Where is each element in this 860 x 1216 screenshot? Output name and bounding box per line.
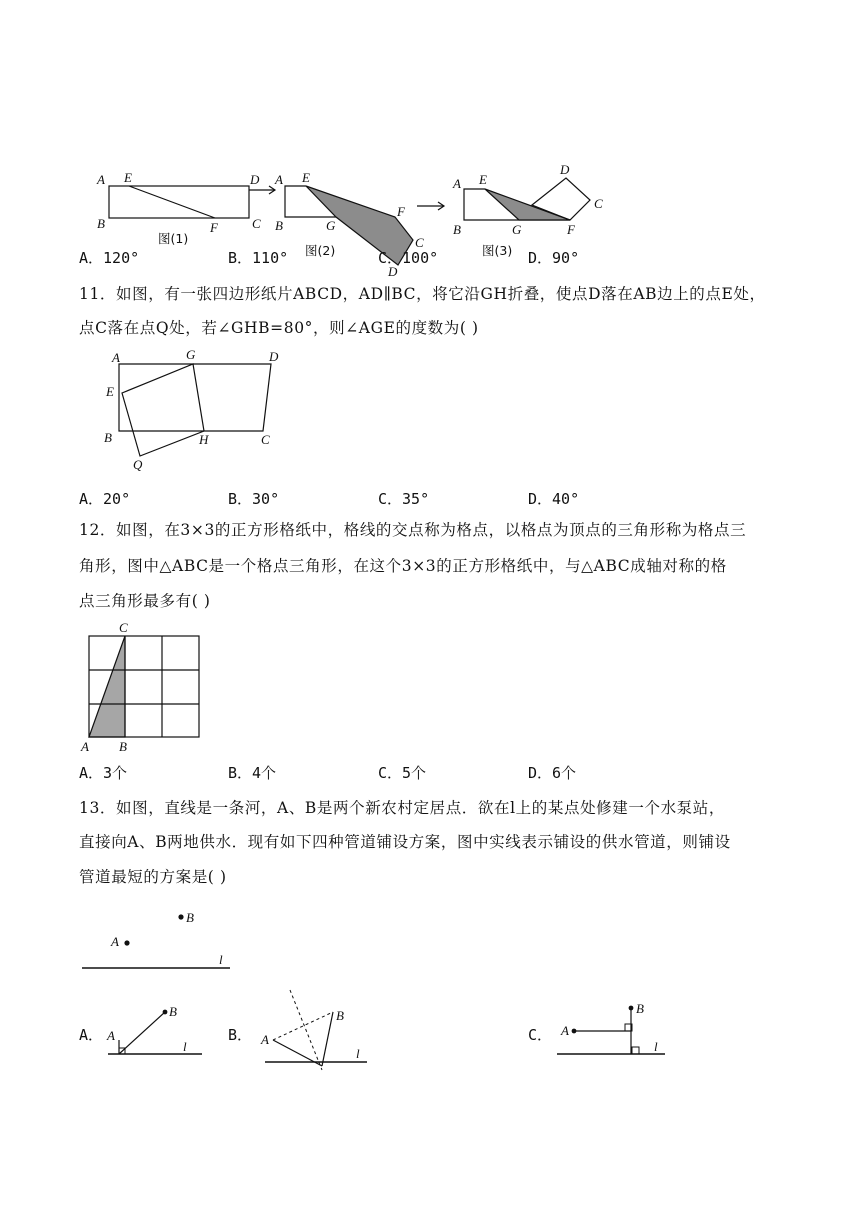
- q12-text-line2: 角形，图中△ABC是一个格点三角形，在这个3×3的正方形格纸中，与△ABC成轴对称的格: [79, 557, 727, 575]
- label-C: C: [415, 235, 424, 250]
- q10-option-c[interactable]: C．100°: [378, 249, 439, 267]
- label-F: F: [567, 222, 575, 237]
- label-E: E: [479, 172, 487, 187]
- q11-text-line1: 11．如图，有一张四边形纸片ABCD，AD∥BC，将它沿GH折叠，使点D落在AB边上的点E处，: [79, 285, 766, 303]
- q10-fig3: [452, 162, 603, 258]
- label-F: F: [210, 220, 218, 235]
- arrow-icon: [417, 202, 444, 210]
- label-G: G: [186, 347, 196, 362]
- q10-option-d[interactable]: D．90°: [528, 249, 580, 267]
- label-A: A: [261, 1032, 269, 1047]
- label-Q: Q: [133, 457, 143, 472]
- q13-main-figure: [75, 905, 255, 975]
- q11-option-c[interactable]: C．35°: [378, 490, 430, 508]
- q11-option-d[interactable]: D．40°: [528, 490, 580, 508]
- label-C: C: [261, 432, 270, 447]
- label-B: B: [169, 1004, 177, 1019]
- label-E: E: [124, 170, 132, 185]
- q13-text-line2: 直接向A、B两地供水．现有如下四种管道铺设方案，图中实线表示铺设的供水管道，则铺设: [79, 833, 731, 851]
- label-B: B: [275, 218, 283, 233]
- q13-option-c-figure: [550, 1000, 670, 1060]
- label-D: D: [560, 162, 570, 177]
- label-B: B: [97, 216, 105, 231]
- q12-option-a[interactable]: A．3个: [79, 764, 128, 782]
- label-H: H: [199, 432, 209, 447]
- q13-option-b[interactable]: B．: [228, 1026, 253, 1044]
- q11-option-a[interactable]: A．20°: [79, 490, 131, 508]
- arrow-icon: [249, 186, 275, 194]
- label-l: l: [219, 952, 223, 967]
- label-B: B: [119, 739, 127, 754]
- q10-option-b[interactable]: B．110°: [228, 249, 289, 267]
- label-C: C: [252, 216, 261, 231]
- q13-text-line1: 13．如图，直线是一条河，A、B是两个新农村定居点．欲在l上的某点处修建一个水泵站，: [79, 799, 725, 817]
- q12-option-b[interactable]: B．4个: [228, 764, 277, 782]
- q12-text-line1: 12．如图，在3×3的正方形格纸中，格线的交点称为格点，以格点为顶点的三角形称为格点三: [79, 521, 747, 539]
- q11-option-b[interactable]: B．30°: [228, 490, 280, 508]
- q10-figure: [0, 105, 860, 345]
- q12-option-d[interactable]: D．6个: [528, 764, 577, 782]
- q10-fig1: [96, 170, 261, 246]
- fig1-caption: 图(1): [158, 231, 189, 246]
- label-E: E: [302, 170, 310, 185]
- label-l: l: [654, 1039, 658, 1054]
- q13-text-line3: 管道最短的方案是( ): [79, 868, 227, 886]
- fig2-caption: 图(2): [305, 243, 336, 258]
- fig3-caption: 图(3): [482, 243, 513, 258]
- label-E: E: [106, 384, 114, 399]
- label-B: B: [636, 1001, 644, 1016]
- q13-option-a-figure: [100, 1000, 210, 1060]
- label-A: A: [275, 172, 283, 187]
- label-A: A: [112, 350, 120, 365]
- label-G: G: [512, 222, 522, 237]
- q12-grid-figure: [75, 618, 215, 758]
- q12-text-line3: 点三角形最多有( ): [79, 592, 211, 610]
- label-G: G: [326, 218, 336, 233]
- label-B: B: [453, 222, 461, 237]
- label-A: A: [81, 739, 89, 754]
- label-D: D: [250, 172, 260, 187]
- label-l: l: [183, 1039, 187, 1054]
- q11-text-line2: 点C落在点Q处，若∠GHB=80°，则∠AGE的度数为( ): [79, 319, 479, 337]
- label-l: l: [356, 1046, 360, 1061]
- label-A: A: [97, 172, 105, 187]
- label-D: D: [269, 349, 279, 364]
- label-A: A: [111, 934, 119, 949]
- label-A: A: [453, 176, 461, 191]
- label-B: B: [336, 1008, 344, 1023]
- q11-figure: [95, 345, 295, 475]
- q10-option-a[interactable]: A．120°: [79, 249, 140, 267]
- label-C: C: [119, 620, 128, 635]
- label-C: C: [594, 196, 603, 211]
- q13-option-a[interactable]: A．: [79, 1026, 104, 1044]
- label-A: A: [561, 1023, 569, 1038]
- label-A: A: [107, 1028, 115, 1043]
- label-B: B: [186, 910, 194, 925]
- q13-option-c[interactable]: C．: [528, 1026, 553, 1044]
- q12-option-c[interactable]: C．5个: [378, 764, 427, 782]
- label-F: F: [397, 204, 405, 219]
- q13-option-b-figure: [255, 985, 375, 1075]
- label-B: B: [104, 430, 112, 445]
- label-D: D: [388, 264, 398, 279]
